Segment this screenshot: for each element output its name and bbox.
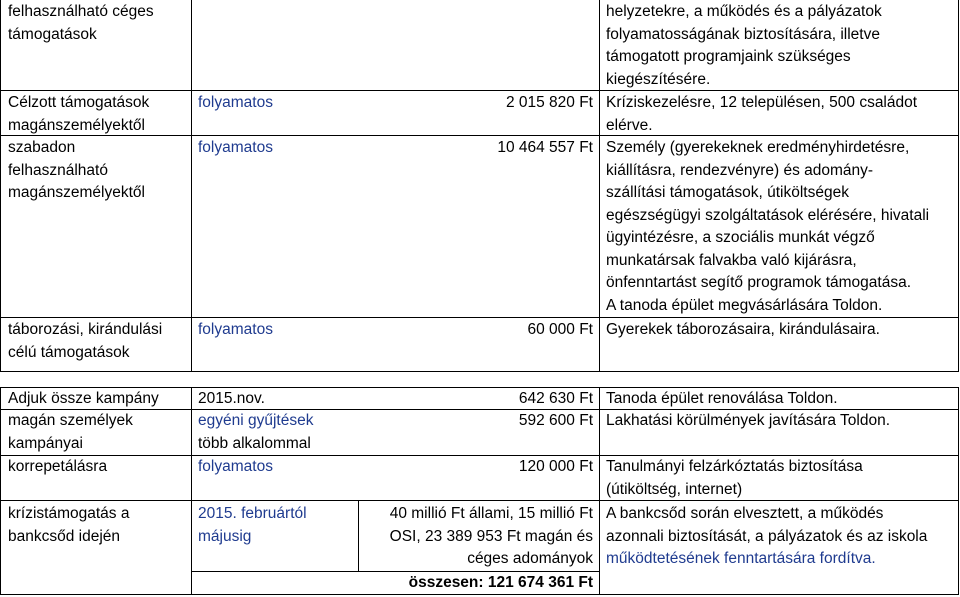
cell-text: A bankcsőd során elvesztett, a működés bbox=[606, 505, 884, 522]
cell-text: 2 015 820 Ft bbox=[505, 94, 593, 111]
table-cell-category bbox=[2, 137, 190, 205]
cell-text: egyéni gyűjtések bbox=[198, 412, 314, 429]
table-cell-category bbox=[2, 503, 190, 548]
cell-text: folyamatosságának biztosítására, illetve bbox=[606, 25, 880, 43]
cell-text: működtetésének fenntartására fordítva. bbox=[606, 550, 876, 567]
table-cell-description bbox=[600, 388, 958, 411]
table-cell-total bbox=[352, 572, 599, 595]
table-cell-amount bbox=[352, 92, 599, 115]
cell-text: szabadon bbox=[8, 139, 76, 156]
cell-text: magán személyek bbox=[8, 412, 133, 429]
table-cell-description bbox=[600, 319, 958, 342]
grid-line bbox=[958, 387, 959, 595]
cell-text: céges adományok bbox=[467, 550, 593, 567]
cell-text: folyamatos bbox=[198, 94, 273, 111]
table-cell-description bbox=[600, 503, 958, 571]
cell-text: egészségügyi szolgáltatások elérésére, hivatali bbox=[606, 206, 930, 224]
cell-text: folyamatos bbox=[198, 139, 273, 156]
cell-text: 2015.nov. bbox=[198, 390, 265, 407]
cell-text: szállítási támogatások, útiköltségek bbox=[606, 184, 849, 201]
cell-text: folyamatos bbox=[198, 321, 273, 338]
table-cell-amount bbox=[352, 410, 599, 433]
cell-text: (útiköltség, internet) bbox=[606, 480, 743, 498]
table-cell-category bbox=[2, 92, 190, 137]
grid-line bbox=[0, 387, 1, 595]
cell-text: korrepetálásra bbox=[8, 458, 108, 475]
cell-text: Adjuk össze kampány bbox=[8, 390, 159, 407]
cell-text: Kríziskezelésre, 12 településen, 500 családot bbox=[606, 94, 918, 111]
cell-text: felhasználható bbox=[8, 161, 108, 179]
cell-text: 642 630 Ft bbox=[518, 390, 593, 407]
table-cell-period bbox=[192, 456, 352, 479]
cell-text: több alkalommal bbox=[198, 434, 311, 452]
cell-text: elérve. bbox=[606, 116, 653, 134]
table-cell-period bbox=[192, 503, 358, 548]
cell-text: 592 600 Ft bbox=[518, 412, 593, 429]
table-cell-description bbox=[600, 1, 958, 91]
table-cell-category bbox=[2, 456, 190, 479]
cell-text: 40 millió Ft állami, 15 millió Ft bbox=[389, 505, 593, 522]
cell-text: májusig bbox=[198, 527, 252, 545]
table-cell-period bbox=[192, 319, 352, 342]
table-cell-amount bbox=[352, 137, 599, 160]
table-cell-category bbox=[2, 388, 190, 411]
cell-text: bankcsőd idején bbox=[8, 527, 121, 545]
cell-text: Tanulmányi felzárkóztatás biztosítása bbox=[606, 458, 863, 475]
cell-text: munkatársak falvakba való kijárásra, bbox=[606, 251, 857, 269]
cell-text: magánszemélyektől bbox=[8, 184, 145, 201]
grid-line bbox=[0, 371, 959, 372]
table-cell-category bbox=[2, 410, 190, 455]
cell-text: célú támogatások bbox=[8, 343, 130, 361]
table-cell-period bbox=[192, 388, 352, 411]
cell-text: táborozási, kirándulási bbox=[8, 321, 163, 338]
table-cell-amount bbox=[352, 388, 599, 411]
cell-text: 60 000 Ft bbox=[527, 321, 593, 338]
table-cell-amount bbox=[359, 503, 599, 571]
cell-text: kampányai bbox=[8, 434, 83, 452]
table-cell-category bbox=[2, 1, 190, 46]
cell-text: 120 000 Ft bbox=[518, 458, 593, 475]
cell-text: Lakhatási körülmények javítására Toldon. bbox=[606, 412, 891, 429]
cell-text: folyamatos bbox=[198, 458, 273, 475]
table-cell-description bbox=[600, 456, 958, 501]
cell-text: helyzetekre, a működés és a pályázatok bbox=[606, 3, 882, 20]
cell-text: kiegészítésére. bbox=[606, 70, 711, 88]
cell-text: Tanoda épület renoválása Toldon. bbox=[606, 390, 838, 407]
cell-text: krízistámogatás a bbox=[8, 505, 130, 522]
cell-text: ügyintézésre, a szociális munkát végző bbox=[606, 229, 875, 246]
cell-text: Célzott támogatások bbox=[8, 94, 150, 111]
cell-text: önfenntartást segítő programok támogatása. bbox=[606, 274, 912, 291]
cell-text: 10 464 557 Ft bbox=[497, 139, 593, 156]
cell-text: 2015. februártól bbox=[198, 505, 307, 522]
table-cell-period bbox=[192, 92, 352, 115]
table-cell-description bbox=[600, 137, 958, 317]
grid-line bbox=[0, 317, 959, 318]
table-cell-period bbox=[192, 137, 352, 160]
cell-text: kiállításra, rendezvényre) és adomány- bbox=[606, 161, 874, 179]
table-cell-amount bbox=[352, 319, 599, 342]
cell-text: támogatott programjaink szükséges bbox=[606, 48, 851, 65]
table-cell-amount bbox=[352, 456, 599, 479]
cell-text: támogatások bbox=[8, 25, 97, 43]
table-cell-description bbox=[600, 410, 958, 433]
cell-text: OSI, 23 389 953 Ft magán és bbox=[389, 527, 593, 545]
table-cell-description bbox=[600, 92, 958, 137]
cell-text: magánszemélyektől bbox=[8, 116, 145, 134]
cell-text: felhasználható céges bbox=[8, 3, 154, 20]
cell-text: Gyerekek táborozásaira, kirándulásaira. bbox=[606, 321, 880, 338]
cell-text: azonnali biztosítását, a pályázatok és az iskola bbox=[606, 527, 928, 545]
cell-text: A tanoda épület megvásárlására Toldon. bbox=[606, 296, 883, 314]
total-amount: összesen: 121 674 361 Ft bbox=[408, 574, 593, 591]
cell-text: Személy (gyerekeknek eredményhirdetésre, bbox=[606, 139, 910, 156]
table-cell-period bbox=[192, 410, 352, 455]
table-cell-category bbox=[2, 319, 190, 364]
